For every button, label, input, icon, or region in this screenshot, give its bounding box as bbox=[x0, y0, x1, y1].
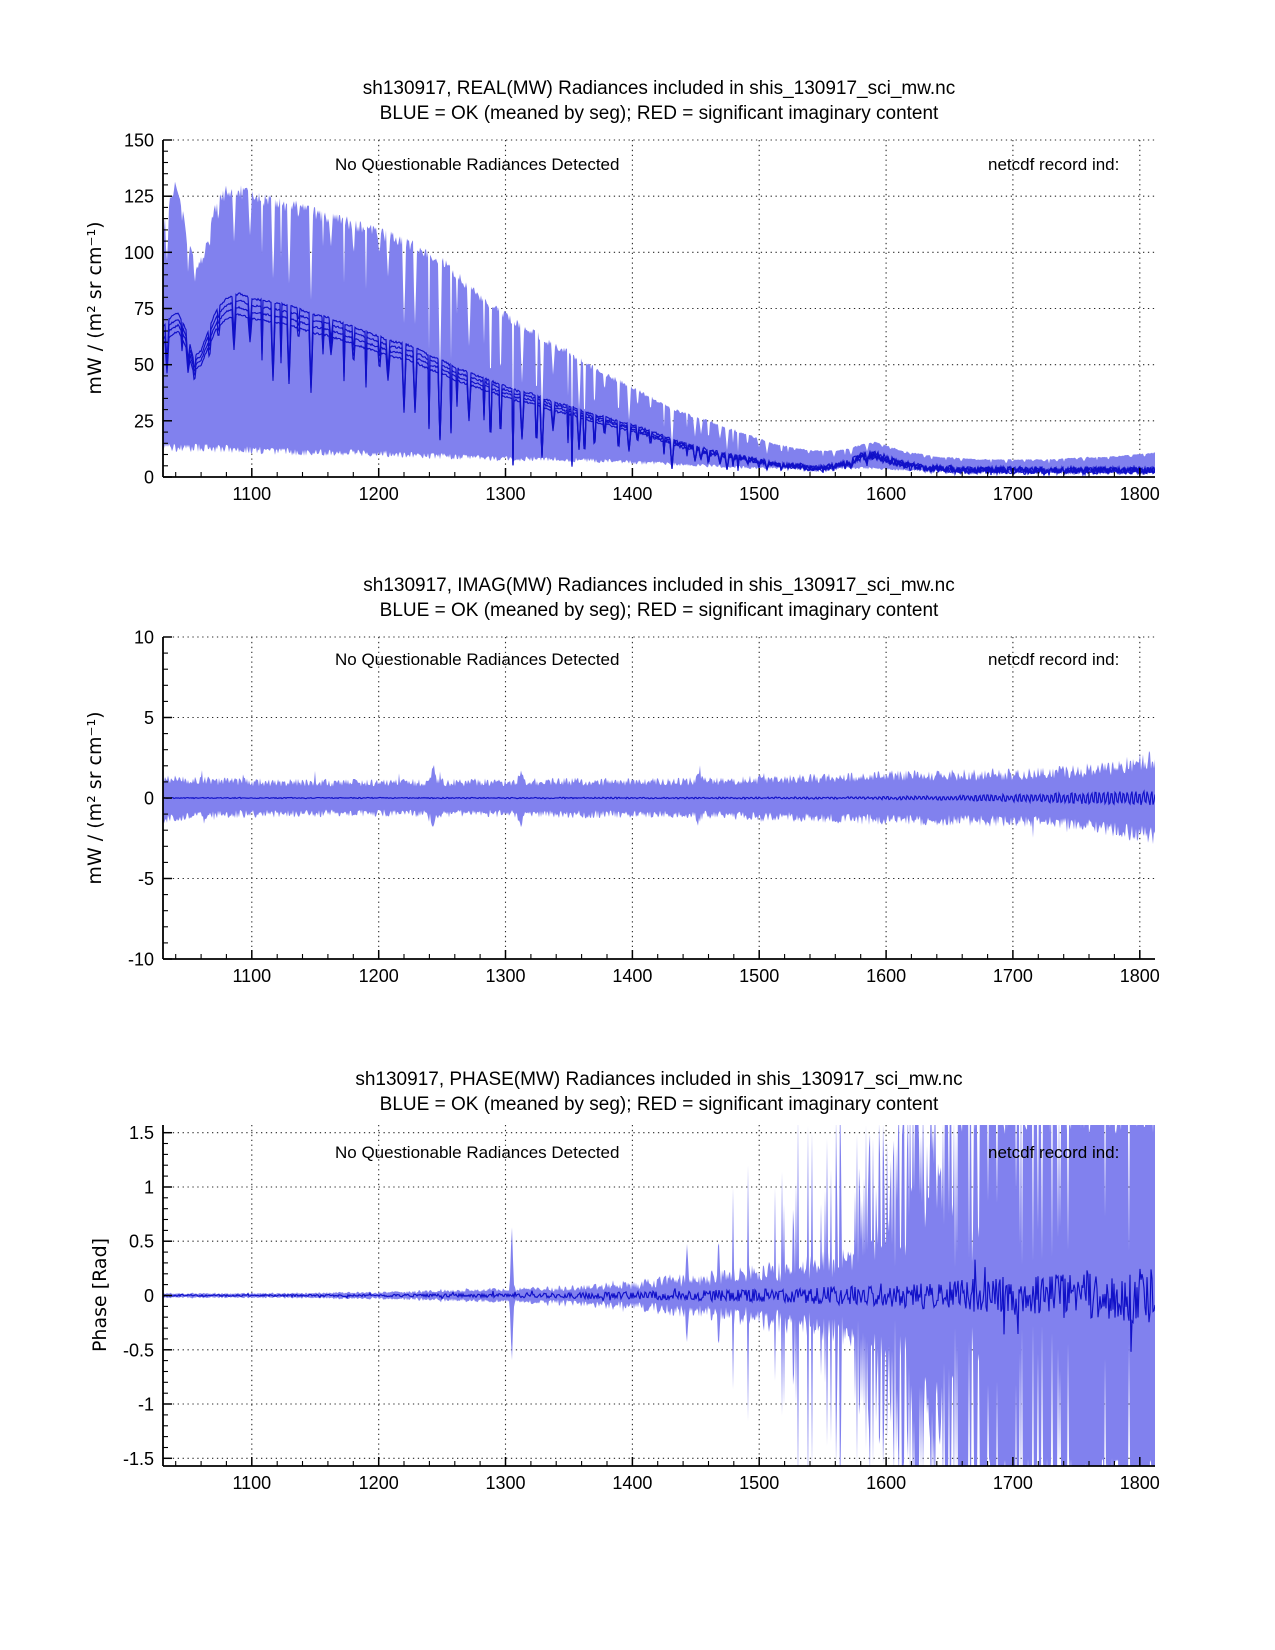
x-tick-label: 1500 bbox=[739, 1473, 780, 1493]
phase-annotation-left: No Questionable Radiances Detected bbox=[335, 1143, 620, 1162]
phase-annotation-right: netcdf record ind: bbox=[988, 1143, 1120, 1162]
y-tick-label: -0.5 bbox=[122, 1340, 154, 1361]
y-tick-label: 0 bbox=[143, 788, 154, 809]
imag-subtitle: BLUE = OK (meaned by seg); RED = significant imaginary content bbox=[379, 600, 939, 621]
phase-ylabel: Phase [Rad] bbox=[89, 1237, 111, 1353]
imag-title: sh130917, IMAG(MW) Radiances included in shis_130917_sci_mw.nc bbox=[363, 575, 955, 596]
y-tick-label: 75 bbox=[133, 299, 154, 319]
chart-real bbox=[124, 131, 1160, 505]
x-tick-label: 1200 bbox=[358, 484, 399, 504]
x-tick-label: 1400 bbox=[612, 1473, 653, 1493]
x-tick-label: 1400 bbox=[612, 484, 653, 504]
x-tick-label: 1600 bbox=[866, 1473, 907, 1493]
series-layer bbox=[163, 182, 1155, 475]
x-tick-label: 1800 bbox=[1119, 1473, 1160, 1493]
real-title: sh130917, REAL(MW) Radiances included in shis_130917_sci_mw.nc bbox=[362, 78, 956, 99]
x-tick-label: 1100 bbox=[232, 1473, 272, 1493]
x-tick-label: 1600 bbox=[866, 484, 907, 504]
y-tick-label: 0.5 bbox=[128, 1231, 154, 1252]
y-tick-label: -5 bbox=[137, 869, 154, 889]
x-tick-label: 1500 bbox=[739, 966, 780, 986]
y-tick-label: 1 bbox=[143, 1177, 154, 1198]
y-tick-label: 100 bbox=[123, 242, 154, 263]
y-tick-label: 0 bbox=[143, 1286, 154, 1306]
phase-title: sh130917, PHASE(MW) Radiances included in shis_130917_sci_mw.nc bbox=[355, 1069, 963, 1090]
real-annotation-right: netcdf record ind: bbox=[988, 155, 1120, 174]
y-tick-label: 0 bbox=[143, 467, 154, 488]
y-tick-label: -1 bbox=[137, 1394, 154, 1415]
real-annotation-left: No Questionable Radiances Detected bbox=[335, 155, 620, 174]
x-tick-label: 1800 bbox=[1119, 484, 1160, 504]
x-tick-label: 1100 bbox=[232, 484, 272, 504]
x-tick-label: 1700 bbox=[992, 1473, 1033, 1493]
x-tick-label: 1100 bbox=[232, 966, 272, 986]
imag-annotation-left: No Questionable Radiances Detected bbox=[335, 650, 620, 669]
imag-ylabel: mW / (m² sr cm⁻¹) bbox=[84, 711, 106, 885]
y-tick-label: -10 bbox=[127, 949, 154, 970]
y-tick-label: 1.5 bbox=[128, 1123, 154, 1144]
x-tick-label: 1200 bbox=[358, 1473, 399, 1493]
x-tick-label: 1800 bbox=[1119, 966, 1160, 986]
imag-annotation-right: netcdf record ind: bbox=[988, 650, 1120, 669]
y-tick-label: 150 bbox=[123, 130, 154, 151]
y-tick-label: 10 bbox=[133, 627, 154, 648]
y-tick-label: -1.5 bbox=[122, 1448, 154, 1469]
x-tick-label: 1500 bbox=[739, 484, 780, 504]
x-tick-label: 1300 bbox=[485, 484, 526, 504]
chart-imag bbox=[128, 628, 1160, 987]
y-tick-label: 5 bbox=[143, 708, 154, 728]
phase-subtitle: BLUE = OK (meaned by seg); RED = significant imaginary content bbox=[379, 1094, 939, 1115]
y-tick-label: 125 bbox=[123, 186, 154, 207]
x-tick-label: 1600 bbox=[866, 966, 907, 986]
real-ylabel: mW / (m² sr cm⁻¹) bbox=[84, 221, 106, 395]
x-tick-label: 1200 bbox=[358, 966, 399, 986]
real-subtitle: BLUE = OK (meaned by seg); RED = significant imaginary content bbox=[379, 103, 939, 124]
series-layer bbox=[163, 751, 1155, 844]
y-tick-label: 25 bbox=[133, 411, 154, 432]
x-tick-label: 1700 bbox=[992, 966, 1033, 986]
radiance-envelope bbox=[163, 182, 1155, 474]
x-tick-label: 1300 bbox=[485, 1473, 526, 1493]
y-tick-label: 50 bbox=[133, 355, 154, 376]
x-tick-label: 1400 bbox=[612, 966, 653, 986]
x-tick-label: 1700 bbox=[992, 484, 1033, 504]
x-tick-label: 1300 bbox=[485, 966, 526, 986]
